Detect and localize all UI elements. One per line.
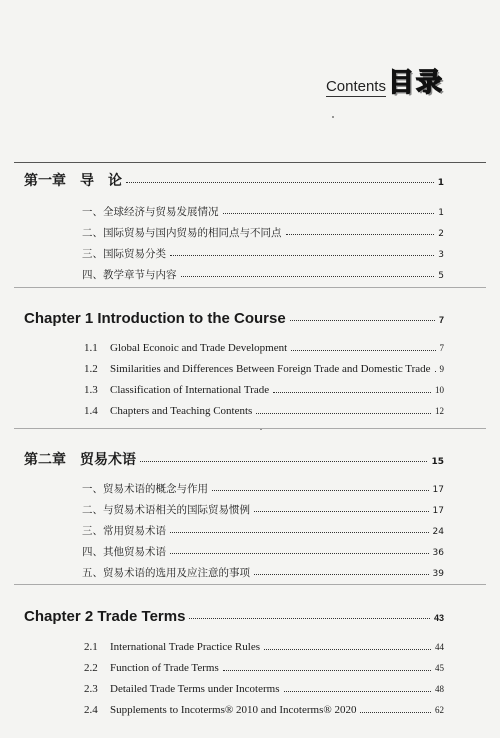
toc-section-entry[interactable]: [0, 523, 500, 538]
toc-section-entry[interactable]: [0, 225, 500, 240]
section-number: 2.1: [84, 641, 98, 653]
dot-leader: [273, 392, 431, 393]
page-number: 7: [438, 315, 444, 325]
toc-entry-label: [84, 384, 269, 396]
contents-header: [326, 62, 444, 99]
page-number: 43: [433, 613, 444, 623]
dot-leader: [360, 712, 431, 713]
entry-title: 一、贸易术语的概念与作用: [82, 483, 208, 495]
toc-section-entry[interactable]: [0, 246, 500, 261]
toc-entry-label: [82, 523, 166, 538]
page-number: 7: [439, 343, 444, 353]
entry-title: 第二章 贸易术语: [24, 452, 136, 468]
toc-entry-label: [82, 502, 250, 517]
toc-entry-label: [24, 170, 122, 190]
page-number: 3: [438, 250, 444, 260]
section-number: 1.4: [84, 405, 98, 417]
entry-title: 二、国际贸易与国内贸易的相同点与不同点: [82, 227, 282, 239]
toc-section-entry[interactable]: [0, 565, 500, 580]
entry-title: Chapters and Teaching Contents: [110, 405, 253, 417]
page-number: 24: [432, 527, 444, 537]
entry-title: 三、国际贸易分类: [82, 248, 166, 260]
page-number: 17: [432, 485, 444, 495]
toc-entry-label: [82, 225, 282, 240]
toc-entry-label: [84, 662, 219, 674]
dot-leader: [189, 618, 430, 619]
page-number: 17: [432, 506, 444, 516]
page-number: 62: [435, 705, 444, 715]
entry-title: 一、全球经济与贸易发展情况: [82, 206, 219, 218]
dot-leader: [286, 234, 435, 235]
toc-section-entry[interactable]: [0, 502, 500, 517]
section-number: 2.3: [84, 683, 98, 695]
print-speck: [332, 116, 334, 118]
dot-leader: [256, 413, 431, 414]
entry-title: International Trade Practice Rules: [110, 641, 260, 653]
divider: [14, 428, 486, 429]
toc-section-entry[interactable]: [0, 405, 500, 417]
entry-title: 三、常用贸易术语: [82, 525, 166, 537]
entry-title: Classification of International Trade: [110, 384, 270, 396]
toc-entry-label: [82, 565, 250, 580]
section-number: 1.3: [84, 384, 98, 396]
page-number: 44: [435, 642, 444, 652]
entry-title: 四、其他贸易术语: [82, 546, 166, 558]
dot-leader: [254, 511, 429, 512]
page-number: 45: [435, 663, 444, 673]
dot-leader: [223, 670, 431, 671]
toc-entry-label: [84, 683, 280, 695]
toc-entry-label: [84, 641, 260, 653]
toc-section-entry[interactable]: [0, 544, 500, 559]
toc-chapter-entry[interactable]: [0, 608, 500, 625]
dot-leader: [254, 574, 429, 575]
toc-section-entry[interactable]: [0, 204, 500, 219]
section-number: 2.2: [84, 662, 98, 674]
toc-entry-label: [24, 310, 286, 327]
toc-section-entry[interactable]: [0, 267, 500, 282]
entry-title: 五、贸易术语的选用及应注意的事项: [82, 567, 250, 579]
toc-entry-label: [24, 608, 185, 625]
divider: [14, 584, 486, 585]
page-number: 48: [435, 684, 444, 694]
toc-chapter-entry[interactable]: [0, 449, 500, 469]
dot-leader: [170, 532, 429, 533]
toc-entry-label: [82, 481, 208, 496]
entry-title: 四、教学章节与内容: [82, 269, 177, 281]
divider: [14, 162, 486, 163]
page-number: 5: [438, 271, 444, 281]
page-number: 9: [439, 364, 444, 374]
toc-chapter-entry[interactable]: [0, 170, 500, 190]
dot-leader: [291, 350, 435, 351]
entry-title: 第一章 导 论: [24, 173, 122, 189]
section-number: 1.2: [84, 363, 98, 375]
toc-entry-label: [84, 704, 356, 716]
toc-entry-label: [84, 342, 287, 354]
dot-leader: [435, 371, 436, 372]
toc-entry-label: [84, 405, 252, 417]
dot-leader: [290, 320, 435, 321]
toc-entry-label: [84, 363, 431, 375]
toc-section-entry[interactable]: [0, 683, 500, 695]
toc-section-entry[interactable]: [0, 384, 500, 396]
toc-section-entry[interactable]: [0, 363, 500, 375]
page-number: 39: [432, 569, 444, 579]
entry-title: Chapter 1 Introduction to the Course: [24, 310, 286, 327]
page-number: 2: [438, 229, 444, 239]
toc-chapter-entry[interactable]: [0, 310, 500, 327]
entry-title: Supplements to Incoterms® 2010 and Incoterms® 2020: [110, 704, 357, 716]
section-number: 1.1: [84, 342, 98, 354]
entry-title: Function of Trade Terms: [110, 662, 219, 674]
page-number: 1: [437, 178, 444, 188]
page-number: 12: [435, 406, 444, 416]
toc-entry-label: [82, 544, 166, 559]
dot-leader: [170, 553, 429, 554]
dot-leader: [170, 255, 434, 256]
dot-leader: [223, 213, 435, 214]
toc-section-entry[interactable]: [0, 662, 500, 674]
section-number: 2.4: [84, 704, 98, 716]
page-number: 1: [438, 208, 444, 218]
contents-title-en: Contents: [325, 78, 386, 95]
dot-leader: [181, 276, 435, 277]
entry-title: Similarities and Differences Between Foreign Trade and Domestic Trade: [110, 363, 431, 375]
toc-entry-label: [82, 204, 219, 219]
toc-section-entry[interactable]: [0, 342, 500, 354]
entry-title: Global Econoic and Trade Development: [110, 342, 288, 354]
toc-entry-label: [82, 267, 177, 282]
toc-section-entry[interactable]: [0, 481, 500, 496]
toc-section-entry[interactable]: [0, 704, 500, 716]
page-number: 10: [435, 385, 444, 395]
dot-leader: [126, 182, 434, 183]
contents-title-zh: 目录: [387, 68, 444, 98]
toc-entry-label: [82, 246, 166, 261]
dot-leader: [264, 649, 431, 650]
toc-section-entry[interactable]: [0, 641, 500, 653]
dot-leader: [284, 691, 432, 692]
entry-title: 二、与贸易术语相关的国际贸易惯例: [82, 504, 250, 516]
page-number: 15: [431, 457, 444, 467]
dot-leader: [140, 461, 427, 462]
toc-entry-label: [24, 449, 136, 469]
entry-title: Detailed Trade Terms under Incoterms: [110, 683, 280, 695]
entry-title: Chapter 2 Trade Terms: [24, 608, 186, 625]
divider: [14, 287, 486, 288]
page-number: 36: [432, 548, 444, 558]
dot-leader: [212, 490, 429, 491]
